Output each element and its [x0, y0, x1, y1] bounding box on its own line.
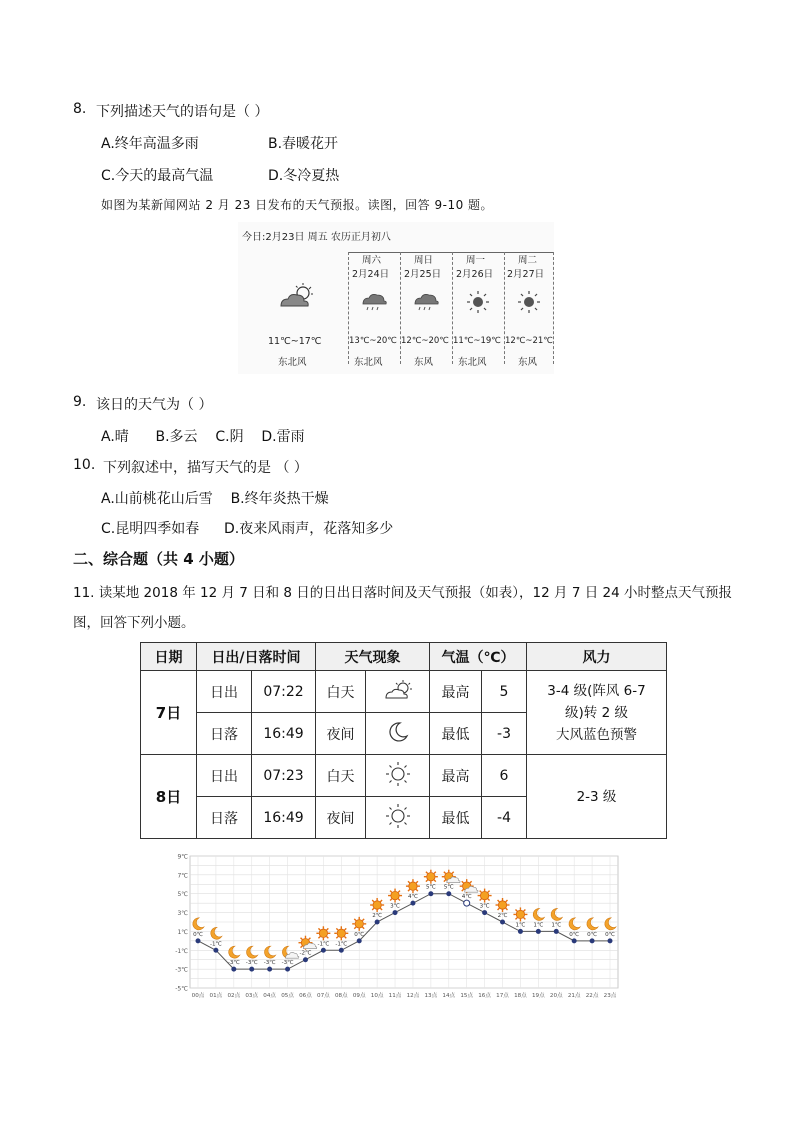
cell: 日落	[197, 713, 252, 755]
cell: 16:49	[252, 713, 316, 755]
cell: 最高	[430, 671, 482, 713]
x-tick-label: 17点	[496, 993, 509, 999]
sun-icon	[366, 797, 430, 839]
day1-date: 2月24日	[352, 269, 390, 280]
x-tick-label: 04点	[263, 993, 277, 999]
y-tick-label: -3℃	[175, 966, 188, 974]
point-label: -1℃	[335, 941, 348, 948]
x-tick-label: 10点	[370, 993, 384, 999]
point-label: 1℃	[515, 922, 526, 929]
sun-icon	[496, 898, 510, 912]
y-tick-label: -5℃	[175, 985, 188, 993]
x-tick-label: 06点	[299, 993, 312, 999]
y-tick-label: -1℃	[175, 947, 188, 955]
cell: 最高	[430, 755, 482, 797]
x-tick-label: 09点	[352, 993, 366, 999]
point-label: 3℃	[390, 903, 400, 910]
x-tick-label: 02点	[227, 993, 241, 999]
day3-date: 2月26日	[456, 269, 494, 280]
temperature-point	[375, 920, 379, 924]
intro-9-10: 如图为某新闻网站 2 月 23 日发布的天气预报。读图，回答 9-10 题。	[101, 198, 494, 212]
wind-8: 2-3 级	[527, 755, 667, 839]
y-tick-label: 3℃	[177, 910, 188, 918]
q8-number: 8.	[73, 101, 87, 117]
x-tick-label: 16点	[478, 993, 491, 999]
day1-wind: 东北风	[354, 357, 383, 368]
header-sun-time: 日出/日落时间	[197, 643, 316, 671]
point-label: -3℃	[245, 960, 258, 967]
rain-icon	[360, 292, 388, 314]
day3-temp: 11℃~19℃	[453, 336, 501, 346]
q10-option-c: C.昆明四季如春	[101, 521, 200, 537]
q11-line1: 11. 读某地 2018 年 12 月 7 日和 8 日的日出日落时间及天气预报（如表），12 月 7 日 24 小时整点天气预报	[73, 585, 732, 601]
day2-wind: 东风	[414, 357, 434, 368]
q8-option-d: D.冬冷夏热	[268, 168, 340, 184]
q11-line2: 图，回答下列小题。	[73, 615, 195, 631]
point-label: 4℃	[408, 894, 418, 901]
q10-options-row1: A.山前桃花山后雪 B.终年炎热干燥	[101, 491, 329, 507]
x-tick-label: 15点	[460, 993, 474, 999]
cell: 夜间	[316, 713, 366, 755]
q9-number: 9.	[73, 394, 87, 410]
weather-forecast-image	[238, 222, 554, 374]
temperature-point	[393, 911, 397, 915]
sun-icon	[513, 907, 527, 921]
cell: 最低	[430, 797, 482, 839]
day2-weekday: 周日	[414, 255, 434, 266]
cell: 夜间	[316, 797, 366, 839]
header-weather: 天气现象	[316, 643, 430, 671]
sun-icon	[406, 879, 420, 893]
day2-temp: 12℃~20℃	[401, 336, 449, 346]
q10-option-d: D.夜来风雨声，花落知多少	[224, 521, 394, 537]
temperature-point	[321, 948, 325, 952]
cell: 日出	[197, 671, 252, 713]
x-tick-label: 08点	[334, 993, 348, 999]
temperature-point	[554, 929, 558, 933]
point-label: -3℃	[227, 960, 240, 967]
temperature-point	[303, 958, 307, 962]
today-wind: 东北风	[278, 357, 307, 368]
day4-wind: 东风	[518, 357, 538, 368]
q8-option-c: C.今天的最高气温	[101, 168, 214, 184]
cell: 07:22	[252, 671, 316, 713]
header-wind: 风力	[527, 643, 667, 671]
q10-number: 10.	[73, 457, 96, 473]
q9-options: A.晴 B.多云 C.阴 D.雷雨	[101, 429, 305, 445]
cell: 07:23	[252, 755, 316, 797]
sun-icon	[517, 290, 541, 314]
day4-weekday: 周二	[518, 255, 538, 266]
x-tick-label: 14点	[442, 993, 456, 999]
cell: 白天	[316, 671, 366, 713]
day-8: 8日	[141, 755, 197, 839]
cell: -3	[482, 713, 527, 755]
point-label: 1℃	[551, 922, 562, 929]
temperature-point	[411, 901, 415, 905]
sun-icon	[366, 755, 430, 797]
today-temp: 11℃~17℃	[268, 336, 322, 347]
temperature-point	[268, 967, 272, 971]
sun-icon	[478, 889, 492, 903]
header-temp: 气温（℃）	[430, 643, 527, 671]
point-label: 0℃	[605, 931, 615, 938]
sun-icon	[352, 917, 366, 931]
q8-stem: 下列描述天气的语句是（ ）	[96, 104, 269, 120]
temperature-point	[429, 892, 433, 896]
q9-stem: 该日的天气为（ ）	[96, 397, 213, 413]
point-label: 4℃	[461, 894, 472, 901]
temperature-point	[250, 967, 254, 971]
cell: 6	[482, 755, 527, 797]
y-tick-label: 9℃	[177, 853, 188, 861]
cell: -4	[482, 797, 527, 839]
point-label: 5℃	[443, 884, 454, 891]
day-7: 7日	[141, 671, 197, 755]
q8-option-a: A.终年高温多雨	[101, 136, 199, 152]
y-tick-label: 5℃	[177, 891, 188, 899]
temperature-point	[232, 967, 236, 971]
temperature-point	[572, 939, 576, 943]
temperature-point	[214, 948, 218, 952]
temperature-point	[590, 939, 594, 943]
cell: 白天	[316, 755, 366, 797]
temperature-point	[518, 929, 522, 933]
sun-icon	[334, 926, 348, 940]
sun-icon	[424, 870, 438, 884]
temperature-point	[501, 920, 505, 924]
sun-icon	[370, 898, 384, 912]
point-label: -2℃	[299, 950, 312, 957]
temperature-point	[447, 892, 451, 896]
sun-icon	[388, 889, 402, 903]
point-label: -3℃	[263, 960, 276, 967]
point-label: 2℃	[372, 913, 383, 919]
temperature-point	[339, 948, 343, 952]
hourly-temperature-chart	[172, 852, 624, 1010]
day4-date: 2月27日	[507, 269, 545, 280]
temperature-point	[464, 900, 470, 906]
x-tick-label: 00点	[191, 993, 205, 999]
point-label: -1℃	[209, 941, 222, 948]
moon-icon	[366, 713, 430, 755]
point-label: 0℃	[587, 931, 598, 938]
cell: 16:49	[252, 797, 316, 839]
sun-icon	[316, 926, 330, 940]
cell: 最低	[430, 713, 482, 755]
x-tick-label: 05点	[281, 993, 294, 999]
rain-icon	[412, 292, 440, 314]
point-label: 0℃	[354, 931, 365, 938]
point-label: -1℃	[317, 941, 330, 948]
point-label: 5℃	[425, 884, 436, 891]
x-tick-label: 11点	[388, 993, 402, 999]
x-tick-label: 19点	[531, 993, 545, 999]
header-date: 日期	[141, 643, 197, 671]
x-tick-label: 20点	[549, 993, 563, 999]
x-tick-label: 23点	[603, 993, 617, 999]
day1-temp: 13℃~20℃	[349, 336, 397, 346]
forecast-header: 今日:2月23日 周五 农历正月初八	[242, 232, 391, 243]
x-tick-label: 21点	[567, 993, 581, 999]
temperature-point	[357, 939, 361, 943]
day3-wind: 东北风	[458, 357, 487, 368]
day4-temp: 12℃~21℃	[505, 336, 553, 346]
x-tick-label: 18点	[514, 993, 527, 999]
x-tick-label: 22点	[585, 993, 599, 999]
cell: 日出	[197, 755, 252, 797]
q10-stem: 下列叙述中，描写天气的是 （ ）	[103, 460, 308, 476]
day3-weekday: 周一	[466, 255, 486, 266]
temperature-point	[483, 911, 487, 915]
q8-option-b: B.春暖花开	[268, 136, 339, 152]
temperature-point	[536, 929, 540, 933]
temperature-point	[608, 939, 612, 943]
x-tick-label: 01点	[209, 993, 223, 999]
day2-date: 2月25日	[404, 269, 442, 280]
temperature-point	[196, 939, 200, 943]
day1-weekday: 周六	[362, 255, 382, 266]
temperature-point	[286, 967, 290, 971]
x-tick-label: 13点	[424, 993, 438, 999]
wind-7: 3-4 级(阵风 6-7 级)转 2 级 大风蓝色预警	[527, 671, 667, 755]
point-label: 1℃	[533, 922, 544, 929]
x-tick-label: 07点	[317, 993, 330, 999]
x-tick-label: 12点	[406, 993, 420, 999]
point-label: 0℃	[193, 931, 203, 938]
section-title: 二、综合题（共 4 小题）	[73, 550, 244, 568]
cell: 日落	[197, 797, 252, 839]
point-label: -3℃	[281, 960, 294, 967]
sun-icon	[466, 290, 490, 314]
point-label: 0℃	[569, 931, 580, 938]
cell: 5	[482, 671, 527, 713]
y-tick-label: 7℃	[177, 872, 188, 880]
point-label: 2℃	[497, 913, 508, 919]
weather-table	[140, 642, 667, 839]
point-label: 3℃	[479, 903, 490, 910]
cloudy-sun-icon	[366, 671, 430, 713]
x-tick-label: 03点	[245, 993, 259, 999]
partly-cloudy-icon	[278, 282, 316, 310]
y-tick-label: 1℃	[177, 928, 188, 936]
